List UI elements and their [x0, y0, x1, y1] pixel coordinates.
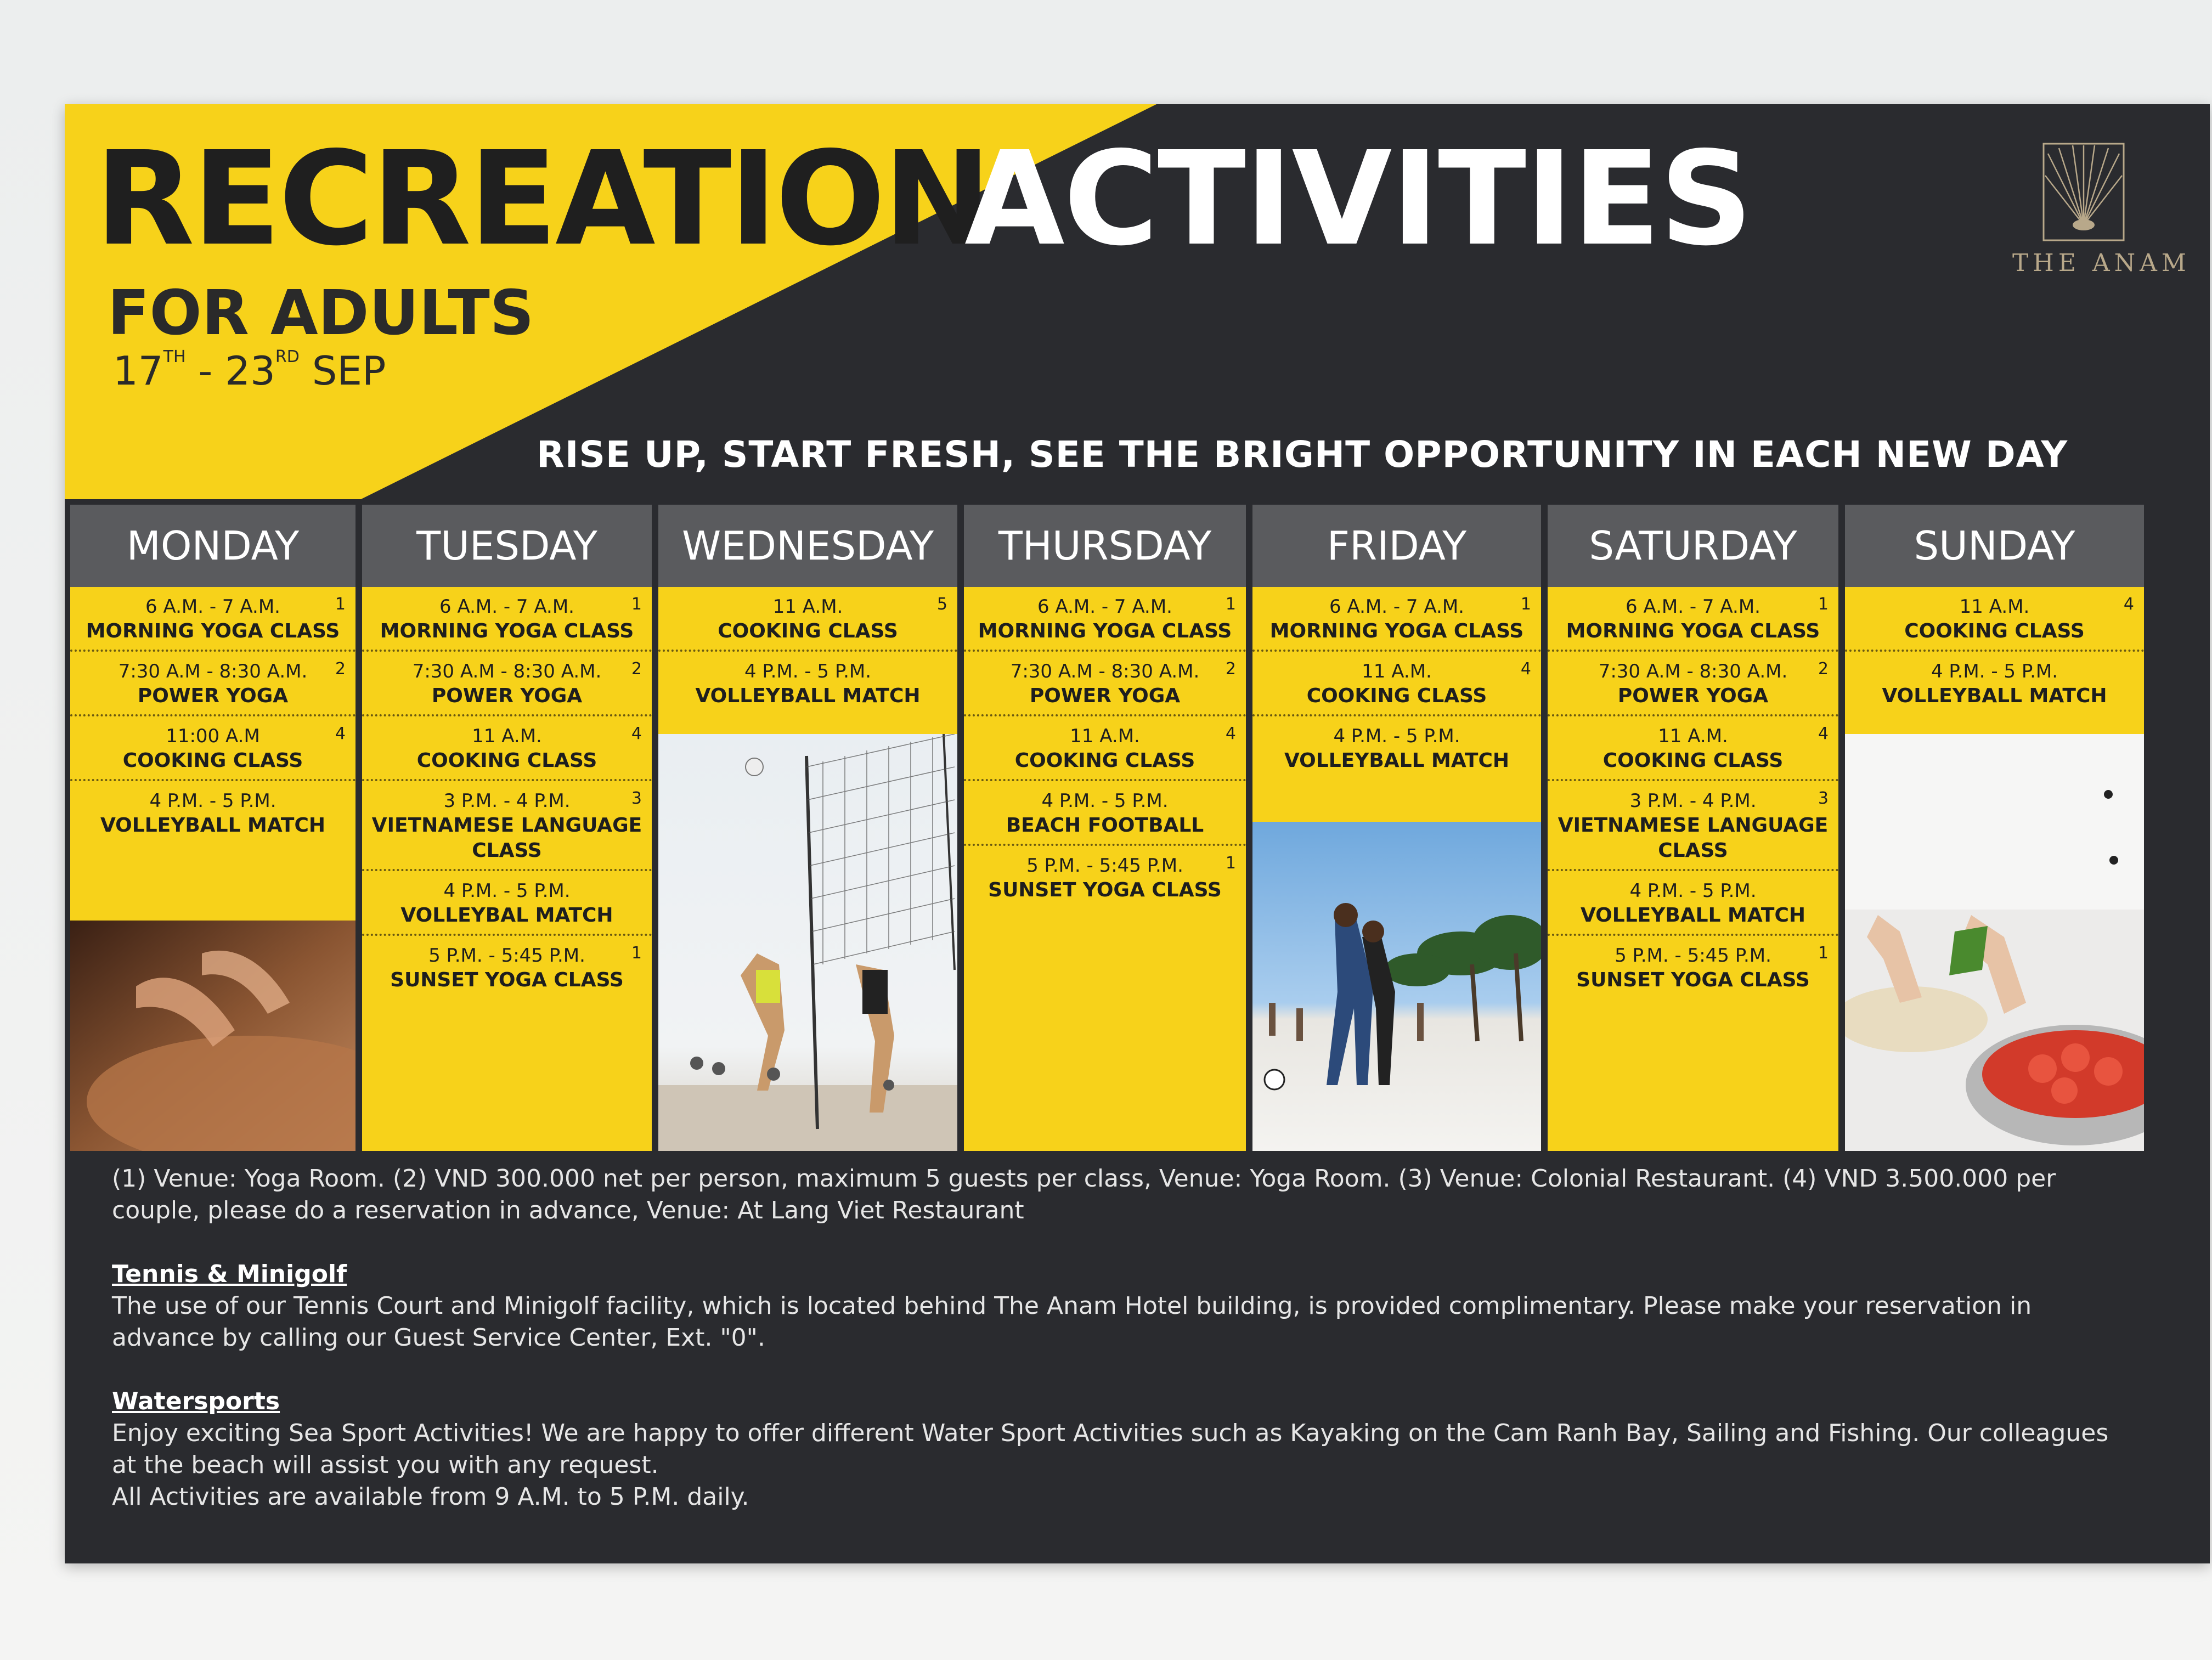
day-header: THURSDAY	[964, 505, 1246, 587]
activity-name: VOLLEYBALL MATCH	[1882, 685, 2107, 707]
activity-name: COOKING CLASS	[718, 620, 898, 642]
activity-time: 11 A.M.	[472, 725, 542, 747]
activity-item	[362, 871, 652, 936]
activity-time: 11 A.M.	[1362, 660, 1432, 682]
activity-name: BEACH FOOTBALL	[1006, 814, 1204, 837]
tennis-section-title: Tennis & Minigolf	[112, 1260, 347, 1288]
activity-item	[1548, 871, 1838, 936]
activity-time: 4 P.M. - 5 P.M.	[443, 880, 571, 902]
fan-shell-logo-icon	[2042, 143, 2125, 241]
activity-time: 5 P.M. - 5:45 P.M.	[1026, 855, 1183, 877]
activity-time: 11 A.M.	[1959, 596, 2030, 618]
activity-time: 6 A.M. - 7 A.M.	[1037, 596, 1172, 618]
day-column-monday	[70, 505, 356, 1151]
activity-item	[1548, 652, 1838, 716]
activity-note-ref: 2	[1225, 659, 1236, 679]
activity-time: 7:30 A.M - 8:30 A.M.	[118, 660, 308, 682]
day-schedule	[70, 587, 356, 1151]
activity-list	[1845, 587, 2144, 714]
activity-list	[1252, 587, 1541, 779]
activity-time: 4 P.M. - 5 P.M.	[1041, 790, 1169, 812]
activity-item	[362, 716, 652, 781]
day-column-tuesday	[362, 505, 652, 1151]
activity-name: VOLLEYBALL MATCH	[695, 685, 921, 707]
day-column-thursday	[964, 505, 1246, 1151]
footer-info	[112, 1163, 2120, 1513]
day-header: TUESDAY	[362, 505, 652, 587]
activity-item	[1548, 587, 1838, 652]
activity-name: COOKING CLASS	[1602, 749, 1784, 772]
activity-item	[70, 652, 356, 716]
activity-time: 7:30 A.M - 8:30 A.M.	[1598, 660, 1788, 682]
activity-name: MORNING YOGA CLASS	[978, 620, 1232, 642]
tennis-text: The use of our Tennis Court and Minigolf facility, which is located behind The Anam Hotel building, is provided complimentary. Please make your reservation in advance by calling our Guest Service Center, Ext. "0".	[112, 1292, 2032, 1352]
activity-time: 6 A.M. - 7 A.M.	[439, 596, 574, 618]
activity-item	[1548, 936, 1838, 998]
activity-name: SUNSET YOGA CLASS	[988, 879, 1222, 901]
activity-time: 11 A.M.	[1658, 725, 1728, 747]
day-header: FRIDAY	[1252, 505, 1541, 587]
activity-note-ref: 4	[1520, 659, 1531, 679]
day-column-friday	[1252, 505, 1541, 1151]
venue-notes: (1) Venue: Yoga Room. (2) VND 300.000 net per person, maximum 5 guests per class, Venue: Yoga Room. (3) Venue: Colonial Restaurant. (4) VND 3.500.000 per couple, please do a reservation in advance, Venue: At Lang Viet Restaurant	[112, 1165, 2056, 1224]
activity-item	[964, 716, 1246, 781]
activity-item	[70, 716, 356, 781]
activity-note-ref: 1	[335, 595, 346, 614]
activity-item	[1252, 652, 1541, 716]
day-column-wednesday	[658, 505, 957, 1151]
activity-time: 7:30 A.M - 8:30 A.M.	[1010, 660, 1200, 682]
day-schedule	[658, 587, 957, 1151]
activity-item	[658, 652, 957, 714]
activity-item	[70, 587, 356, 652]
activity-name: POWER YOGA	[431, 685, 583, 707]
activity-name: MORNING YOGA CLASS	[1566, 620, 1820, 642]
subtitle-for-adults: FOR ADULTS	[108, 278, 534, 349]
massage-photo	[70, 921, 356, 1151]
day-header: WEDNESDAY	[658, 505, 957, 587]
activity-note-ref: 1	[1225, 854, 1236, 873]
activity-item	[362, 936, 652, 998]
activity-list	[362, 587, 652, 998]
activity-name: COOKING CLASS	[416, 749, 597, 772]
beach-volleyball-photo	[658, 734, 957, 1151]
activity-name: COOKING CLASS	[122, 749, 303, 772]
activity-item	[1845, 652, 2144, 714]
activity-item	[362, 587, 652, 652]
activity-time: 6 A.M. - 7 A.M.	[145, 596, 280, 618]
activity-item	[362, 652, 652, 716]
day-header: SATURDAY	[1548, 505, 1838, 587]
activity-note-ref: 5	[936, 595, 947, 614]
activity-name: COOKING CLASS	[1904, 620, 2085, 642]
date-range: 17TH - 23RD SEP	[113, 347, 386, 394]
activity-time: 3 P.M. - 4 P.M.	[443, 790, 571, 812]
activity-note-ref: 2	[1818, 659, 1829, 679]
watersports-hours: All Activities are available from 9 A.M. to 5 P.M. daily.	[112, 1483, 749, 1511]
activity-name: VIETNAMESE LANGUAGE CLASS	[371, 814, 642, 862]
watersports-text: Enjoy exciting Sea Sport Activities! We are happy to offer different Water Sport Activities such as Kayaking on the Cam Ranh Bay, Sailing and Fishing. Our colleagues at the beach will assist you with any request.	[112, 1419, 2109, 1479]
activity-time: 4 P.M. - 5 P.M.	[149, 790, 276, 812]
activity-note-ref: 1	[1818, 595, 1829, 614]
title-activities: ACTIVITIES	[964, 123, 1752, 274]
activity-list	[1548, 587, 1838, 998]
day-schedule	[1845, 587, 2144, 1151]
activity-note-ref: 4	[1225, 724, 1236, 743]
activity-time: 4 P.M. - 5 P.M.	[1629, 880, 1757, 902]
activity-time: 6 A.M. - 7 A.M.	[1329, 596, 1464, 618]
activity-name: SUNSET YOGA CLASS	[1576, 969, 1810, 991]
day-schedule	[964, 587, 1246, 1151]
activity-name: POWER YOGA	[1029, 685, 1181, 707]
activity-item	[964, 781, 1246, 846]
beach-football-photo	[1252, 822, 1541, 1151]
activity-item	[70, 781, 356, 844]
activity-time: 11 A.M.	[772, 596, 843, 618]
activity-name: VOLLEYBALL MATCH	[1580, 904, 1806, 927]
day-header: MONDAY	[70, 505, 356, 587]
brand-name: THE ANAM	[2012, 249, 2191, 277]
day-column-sunday	[1845, 505, 2144, 1151]
activity-list	[658, 587, 957, 714]
activity-time: 4 P.M. - 5 P.M.	[1333, 725, 1460, 747]
activity-time: 6 A.M. - 7 A.M.	[1626, 596, 1760, 618]
activity-name: VOLLEYBALL MATCH	[1284, 749, 1510, 772]
activity-name: COOKING CLASS	[1306, 685, 1487, 707]
activity-name: VOLLEYBALL MATCH	[100, 814, 326, 837]
activity-name: VIETNAMESE LANGUAGE CLASS	[1558, 814, 1829, 862]
activity-time: 3 P.M. - 4 P.M.	[1629, 790, 1757, 812]
activity-item	[1548, 781, 1838, 871]
activity-note-ref: 2	[631, 659, 642, 679]
activity-note-ref: 1	[1225, 595, 1236, 614]
activity-time: 7:30 A.M - 8:30 A.M.	[412, 660, 602, 682]
activity-note-ref: 4	[335, 724, 346, 743]
brand-logo	[2012, 143, 2191, 277]
activity-time: 5 P.M. - 5:45 P.M.	[1615, 945, 1771, 967]
activity-time: 11:00 A.M	[166, 725, 260, 747]
activity-item	[1548, 716, 1838, 781]
day-schedule	[362, 587, 652, 1151]
watersports-section-title: Watersports	[112, 1387, 280, 1415]
activity-name: POWER YOGA	[137, 685, 289, 707]
activity-note-ref: 1	[631, 595, 642, 614]
day-schedule	[1252, 587, 1541, 1151]
activity-note-ref: 2	[335, 659, 346, 679]
activity-item	[1252, 587, 1541, 652]
activity-name: SUNSET YOGA CLASS	[390, 969, 624, 991]
activity-item	[964, 846, 1246, 908]
activity-note-ref: 1	[631, 944, 642, 963]
activity-note-ref: 3	[1818, 789, 1829, 808]
activity-time: 4 P.M. - 5 P.M.	[1931, 660, 2058, 682]
activity-note-ref: 3	[631, 789, 642, 808]
tagline: RISE UP, START FRESH, SEE THE BRIGHT OPPORTUNITY IN EACH NEW DAY	[537, 433, 2068, 476]
activity-item	[1845, 587, 2144, 652]
activity-name: COOKING CLASS	[1014, 749, 1195, 772]
title-recreation: RECREATION	[95, 123, 990, 274]
activity-list	[70, 587, 356, 844]
activity-note-ref: 4	[1818, 724, 1829, 743]
activity-note-ref: 4	[631, 724, 642, 743]
activity-note-ref: 1	[1818, 944, 1829, 963]
flyer	[65, 104, 2210, 1563]
activity-item	[1252, 716, 1541, 779]
activity-name: MORNING YOGA CLASS	[380, 620, 634, 642]
day-header: SUNDAY	[1845, 505, 2144, 587]
activity-name: MORNING YOGA CLASS	[1269, 620, 1524, 642]
day-schedule	[1548, 587, 1838, 1151]
day-column-saturday	[1548, 505, 1838, 1151]
activity-time: 11 A.M.	[1070, 725, 1140, 747]
activity-item	[658, 587, 957, 652]
activity-name: VOLLEYBAL MATCH	[400, 904, 613, 927]
activity-item	[964, 652, 1246, 716]
activity-item	[362, 781, 652, 871]
activity-list	[964, 587, 1246, 908]
activity-note-ref: 4	[2123, 595, 2134, 614]
activity-time: 4 P.M. - 5 P.M.	[744, 660, 872, 682]
activity-name: POWER YOGA	[1617, 685, 1769, 707]
activity-name: MORNING YOGA CLASS	[86, 620, 340, 642]
activity-item	[964, 587, 1246, 652]
activity-note-ref: 1	[1520, 595, 1531, 614]
cooking-class-photo	[1845, 734, 2144, 1151]
activity-time: 5 P.M. - 5:45 P.M.	[428, 945, 585, 967]
